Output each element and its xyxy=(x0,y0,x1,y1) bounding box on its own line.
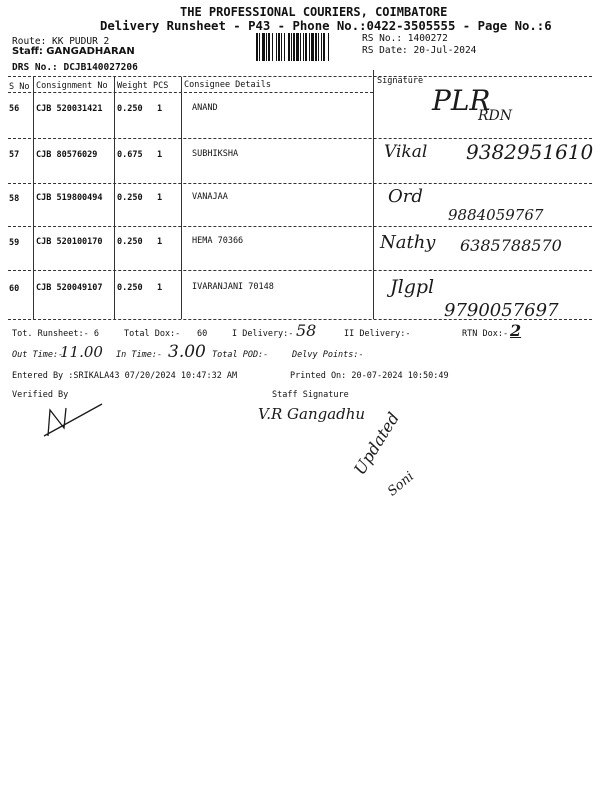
row-56-sno: 56 xyxy=(9,104,20,114)
barcode-bar xyxy=(315,33,317,61)
row-58-signature: Ord xyxy=(388,186,423,207)
col-header-weight: Weight xyxy=(117,81,148,91)
row-59-rule xyxy=(8,270,592,271)
row-57-rule xyxy=(8,183,592,184)
staff-signature-label: Staff Signature xyxy=(272,390,349,400)
out-time-value: 11.00 xyxy=(60,343,103,361)
in-time-label: In Time:- xyxy=(116,350,163,360)
row-60-sno: 60 xyxy=(9,284,20,294)
barcode-bar xyxy=(256,33,258,61)
entered-by: Entered By :SRIKALA43 07/20/2024 10:47:32 AM xyxy=(12,371,238,381)
barcode-bar xyxy=(309,33,310,61)
rs-number: RS No.: 1400272 xyxy=(362,33,448,44)
barcode-bar xyxy=(311,33,314,61)
barcode-bar xyxy=(268,33,270,61)
barcode-bar xyxy=(305,33,307,61)
row-59-signature-phone: 6385788570 xyxy=(460,236,562,255)
row-58-rule xyxy=(8,226,592,227)
col-divider-3 xyxy=(181,77,182,319)
row-59-pcs: 1 xyxy=(157,237,163,247)
row-56-consignment: CJB 520031421 xyxy=(36,104,103,114)
runsheet-subtitle: Delivery Runsheet - P43 - Phone No.:0422-3505555 - Page No.:6 xyxy=(100,19,552,33)
header-bottom-rule xyxy=(8,92,373,93)
barcode xyxy=(256,33,356,61)
out-time-label: Out Time:- xyxy=(12,350,64,360)
row-58-signature-phone: 9884059767 xyxy=(448,206,544,224)
i-delivery-label: I Delivery:- xyxy=(232,329,294,339)
row-57-weight: 0.675 xyxy=(117,150,143,160)
row-60-signature: Jlgpl xyxy=(390,276,435,298)
col-divider-2 xyxy=(114,77,115,319)
row-59-weight: 0.250 xyxy=(117,237,143,247)
route-label: Route: KK PUDUR 2 xyxy=(12,36,110,47)
total-dox-label: Total Dox:- xyxy=(124,329,181,339)
barcode-bar xyxy=(284,33,285,61)
tot-runsheet: Tot. Runsheet:- 6 xyxy=(12,329,99,339)
row-56-weight: 0.250 xyxy=(117,104,143,114)
row-56-consignee: ANAND xyxy=(192,103,218,113)
staff-label: Staff: GANGADHARAN xyxy=(12,46,135,57)
col-header-consignee: Consignee Details xyxy=(184,80,271,90)
verified-by-label: Verified By xyxy=(12,390,69,400)
row-57-sno: 57 xyxy=(9,150,20,160)
row-56-signature-note: RDN xyxy=(478,108,513,124)
row-57-consignee: SUBHIKSHA xyxy=(192,149,239,159)
company-title: THE PROFESSIONAL COURIERS, COIMBATORE xyxy=(180,5,448,19)
barcode-bar xyxy=(272,33,273,61)
barcode-bar xyxy=(262,33,265,61)
col-header-pcs: PCS xyxy=(153,81,169,91)
row-56-pcs: 1 xyxy=(157,104,163,114)
col-header-sno: S No xyxy=(9,82,30,92)
table-bottom-rule xyxy=(8,319,592,320)
row-56-rule xyxy=(8,138,592,139)
barcode-bar xyxy=(276,33,277,61)
rtn-dox-label: RTN Dox:- xyxy=(462,329,509,339)
row-59-consignee: HEMA 70366 xyxy=(192,236,244,246)
row-58-sno: 58 xyxy=(9,194,20,204)
row-60-consignment: CJB 520049107 xyxy=(36,283,103,293)
row-58-weight: 0.250 xyxy=(117,193,143,203)
row-57-signature-phone: 9382951610 xyxy=(466,140,594,164)
barcode-bar xyxy=(293,33,295,61)
col-divider-1 xyxy=(33,77,34,319)
total-pod-label: Total POD:- xyxy=(212,350,269,360)
row-58-pcs: 1 xyxy=(157,193,163,203)
total-dox-value: 60 xyxy=(197,329,208,339)
table-top-rule xyxy=(8,76,592,77)
ii-delivery-label: II Delivery:- xyxy=(344,329,411,339)
staff-signature-hand: V.R Gangadhu xyxy=(258,405,366,423)
delvy-points-label: Delvy Points:- xyxy=(292,350,364,360)
verified-by-mark xyxy=(40,400,110,440)
barcode-bar xyxy=(278,33,280,61)
barcode-bar xyxy=(318,33,319,61)
row-59-sno: 59 xyxy=(9,238,20,248)
row-60-consignee: IVARANJANI 70148 xyxy=(192,282,274,292)
barcode-bar xyxy=(281,33,282,61)
row-57-consignment: CJB 80576029 xyxy=(36,150,98,160)
barcode-bar xyxy=(259,33,260,61)
col-divider-4 xyxy=(373,70,374,319)
col-header-signature: Signature xyxy=(377,76,424,86)
drs-number: DRS No.: DCJB140027206 xyxy=(12,62,138,73)
row-59-signature: Nathy xyxy=(380,232,436,253)
row-56-signature: PLR xyxy=(432,84,491,117)
barcode-bar xyxy=(321,33,322,61)
rs-date: RS Date: 20-Jul-2024 xyxy=(362,45,477,56)
i-delivery-value: 58 xyxy=(296,321,317,340)
printed-on: Printed On: 20-07-2024 10:50:49 xyxy=(290,371,449,381)
barcode-bar xyxy=(288,33,290,61)
row-60-weight: 0.250 xyxy=(117,283,143,293)
row-60-signature-phone: 9790057697 xyxy=(444,300,559,321)
row-58-consignment: CJB 519800494 xyxy=(36,193,103,203)
rtn-dox-value: 2 xyxy=(510,321,522,340)
in-time-value: 3.00 xyxy=(168,342,206,362)
row-60-pcs: 1 xyxy=(157,283,163,293)
row-57-pcs: 1 xyxy=(157,150,163,160)
handwritten-note-line1: Updated xyxy=(350,408,404,479)
row-59-consignment: CJB 520100170 xyxy=(36,237,103,247)
row-58-consignee: VANAJAA xyxy=(192,192,228,202)
barcode-bar xyxy=(296,33,299,61)
col-header-consignment: Consignment No xyxy=(36,81,108,91)
barcode-bar xyxy=(323,33,325,61)
row-57-signature: Vikal xyxy=(384,142,428,162)
handwritten-note-line2: Soni xyxy=(385,469,418,500)
barcode-bar xyxy=(303,33,304,61)
barcode-bar xyxy=(328,33,329,61)
barcode-bar xyxy=(266,33,267,61)
barcode-bar xyxy=(300,33,301,61)
barcode-bar xyxy=(291,33,292,61)
